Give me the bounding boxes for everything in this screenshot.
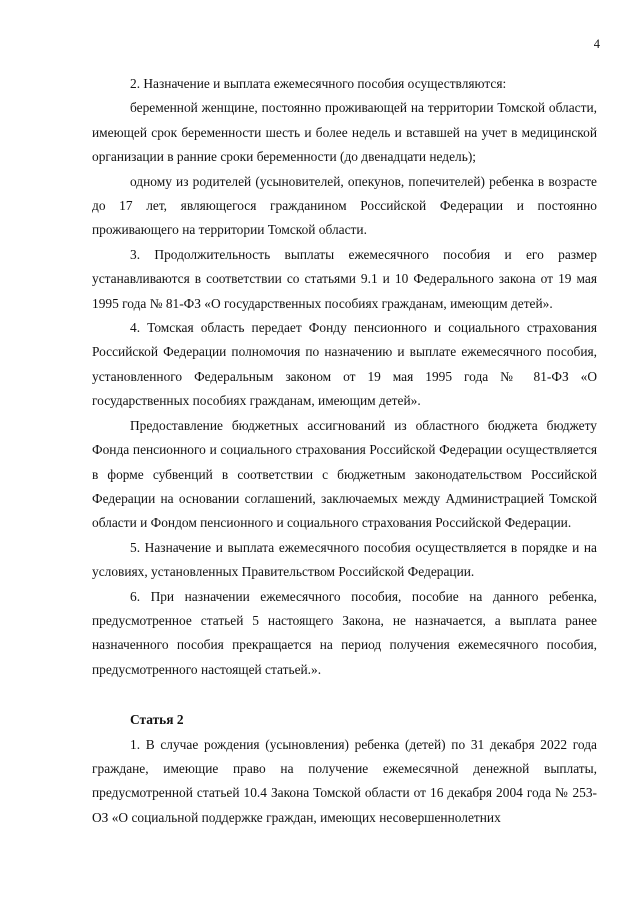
paragraph: 3. Продолжительность выплаты ежемесячного пособия и его размер устанавливаются в соответствии со статьями 9.1 и 10 Федерального закона от 19 мая 1995 года № 81-ФЗ «О государственных пособиях гражданам, имеющим детей». <box>92 246 597 311</box>
paragraph: 4. Томская область передает Фонду пенсионного и социального страхования Российской Федерации полномочия по назначению и выплате ежемесячного пособия, установленного Федеральным законом от 19 мая 1995 года № 81-ФЗ «О государственных пособиях гражданам, имеющим детей». <box>92 320 597 409</box>
paragraph: одному из родителей (усыновителей, опекунов, попечителей) ребенка в возрасте до 17 лет, являющегося гражданином Российской Федерации и постоянно проживающего на территории Томской области. <box>92 173 597 238</box>
document-body <box>92 72 597 830</box>
paragraph: 5. Назначение и выплата ежемесячного пособия осуществляется в порядке и на условиях, установленных Правительством Российской Федерации. <box>92 539 597 580</box>
paragraph: Предоставление бюджетных ассигнований из областного бюджета бюджету Фонда пенсионного и социального страхования Российской Федерации осуществляется в форме субвенций в соответствии с бюджетным законодательством Российской Федерации на основании соглашений, заключаемых между Администрацией Томской области и Фондом пенсионного и социального страхования Российской Федерации. <box>92 417 597 531</box>
paragraph: 2. Назначение и выплата ежемесячного пособия осуществляются: <box>130 76 507 91</box>
paragraph: 1. В случае рождения (усыновления) ребенка (детей) по 31 декабря 2022 года граждане, имеющие право на получение ежемесячной денежной выплаты, предусмотренной статьей 10.4 Закона Томской области от 16 декабря 2004 года № 253-ОЗ «О социальной поддержке граждан, имеющих несовершеннолетних <box>92 736 597 825</box>
paragraph: 6. При назначении ежемесячного пособия, пособие на данного ребенка, предусмотренное статьей 5 настоящего Закона, не назначается, а выплата ранее назначенного пособия прекращается на период получения ежемесячного пособия, предусмотренного настоящей статьей.». <box>92 588 597 677</box>
page-number: 4 <box>593 37 600 51</box>
paragraph: беременной женщине, постоянно проживающей на территории Томской области, имеющей срок беременности шесть и более недель и вставшей на учет в медицинской организации в ранние сроки беременности (до двенадцати недель); <box>92 100 597 165</box>
article-heading: Статья 2 <box>130 712 184 728</box>
